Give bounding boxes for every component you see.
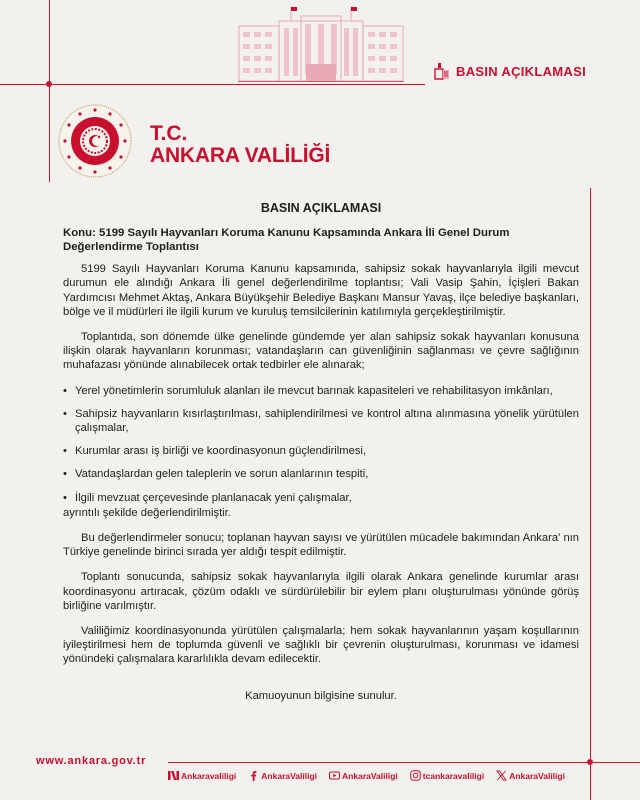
press-badge-label: BASIN AÇIKLAMASI: [456, 63, 586, 79]
press-release-badge: [432, 62, 586, 80]
paragraph: 5199 Sayılı Hayvanları Koruma Kanunu kapsamında, sahipsiz sokak hayvanlarıyla ilgili mevcut durumun ele alındığı Ankara İli genel değerlendirilme toplantısı; Vali Vasip Şahin, İçişleri Bakan Yardımcısı Mehmet Aktaş, Ankara Büyükşehir Belediye Başkanı Mansur Yavaş, ilçe belediye başkanları, bölge ve il müdürleri ile ilgili kurum ve kuruluş temsilcilerinin katılımıyla gerçekleştirilmiştir.: [63, 263, 579, 318]
social-link-x[interactable]: [496, 770, 565, 781]
website-link[interactable]: www.ankara.gov.tr: [36, 755, 147, 767]
social-handle: Ankaravaliligi: [181, 770, 237, 781]
nsosyal-icon: [168, 770, 179, 781]
paragraph: Valiliğimiz koordinasyonunda yürütülen çalışmalarla; hem sokak hayvanlarının yaşam koşullarının iyileştirilmesi hem de toplumda güvenli ve sağlıklı bir çevrenin oluşturulması, korunması ve idamesi yönündeki çalışmalara kararlılıkla devam edilecektir.: [63, 625, 579, 666]
government-building-icon: [238, 4, 404, 82]
social-link-facebook[interactable]: [248, 770, 317, 781]
frame-line-right: [590, 188, 591, 800]
frame-line-top: [0, 84, 425, 85]
press-statement-icon: [432, 62, 450, 80]
org-prefix: T.C.: [150, 122, 188, 145]
frame-dot-bottom-right: [587, 759, 593, 765]
agenda-item: • İlgili mevzuat çerçevesinde planlanacak yeni çalışmalar,: [63, 491, 579, 505]
social-handle: AnkaraValiligi: [509, 770, 565, 781]
social-link-instagram[interactable]: [410, 770, 484, 781]
paragraph: Bu değerlendirmeler sonucu; toplanan hayvan sayısı ve yürütülen mücadele bakımından Ankara' nın Türkiye genelinde birinci sırada yer aldığı tespit edilmiştir.: [63, 532, 579, 559]
social-handle: AnkaraValiligi: [342, 770, 398, 781]
organization-title: [150, 123, 330, 167]
paragraph: Toplantıda, son dönemde ülke genelinde gündemde yer alan sahipsiz sokak hayvanları konusuna ilişkin olarak hayvanların korunması; vatandaşların can güvenliğinin sağlanması ve çevre sağlığının muhafazası yönünde alınabilecek ortak tedbirler ele alınarak;: [63, 331, 579, 372]
agenda-item: • Kurumlar arası iş birliği ve koordinasyonun güçlendirilmesi,: [63, 444, 579, 458]
facebook-icon: [248, 770, 259, 781]
agenda-list: [63, 384, 579, 505]
press-release-body: [63, 201, 579, 703]
frame-line-left: [49, 0, 50, 182]
youtube-icon: [329, 770, 340, 781]
org-name: ANKARA VALİLİĞİ: [150, 144, 331, 168]
agenda-item: • Yerel yönetimlerin sorumluluk alanları ile mevcut barınak kapasiteleri ve rehabilitasyon imkânları,: [63, 384, 579, 398]
agenda-item: • Sahipsiz hayvanların kısırlaştırılması, sahiplendirilmesi ve kontrol altına alınmasına yönelik yürütülen çalışmalar,: [63, 407, 579, 435]
social-handle: tcankaravaliligi: [422, 770, 485, 781]
document-subject: Konu: 5199 Sayılı Hayvanları Koruma Kanunu Kapsamında Ankara İli Genel Durum Değerlendirme Toplantısı: [63, 227, 510, 253]
agenda-conclusion: ayrıntılı şekilde değerlendirilmiştir.: [63, 506, 231, 519]
closing-statement: Kamuoyunun bilgisine sunulur.: [245, 689, 397, 702]
instagram-icon: [410, 770, 421, 781]
social-link-nsosyal[interactable]: [168, 770, 236, 781]
social-handle: AnkaraValiligi: [261, 770, 318, 781]
document-title: BASIN AÇIKLAMASI: [260, 201, 382, 215]
social-media-bar: [168, 770, 565, 781]
governorship-seal-logo: [57, 100, 133, 194]
x-icon: [496, 770, 507, 781]
agenda-item: • Vatandaşlardan gelen taleplerin ve sorun alanlarının tespiti,: [63, 467, 579, 481]
social-link-youtube[interactable]: [329, 770, 398, 781]
frame-dot-top-left: [46, 81, 52, 87]
frame-line-bottom: [168, 762, 640, 763]
paragraph: Toplantı sonucunda, sahipsiz sokak hayvanlarıyla ilgili olarak Ankara genelinde kurumlar arası koordinasyonu artıracak, çözüm odaklı ve sürdürülebilir bir eylem planı oluşturulması yönünde görüş birliğine varılmıştır.: [63, 571, 579, 612]
